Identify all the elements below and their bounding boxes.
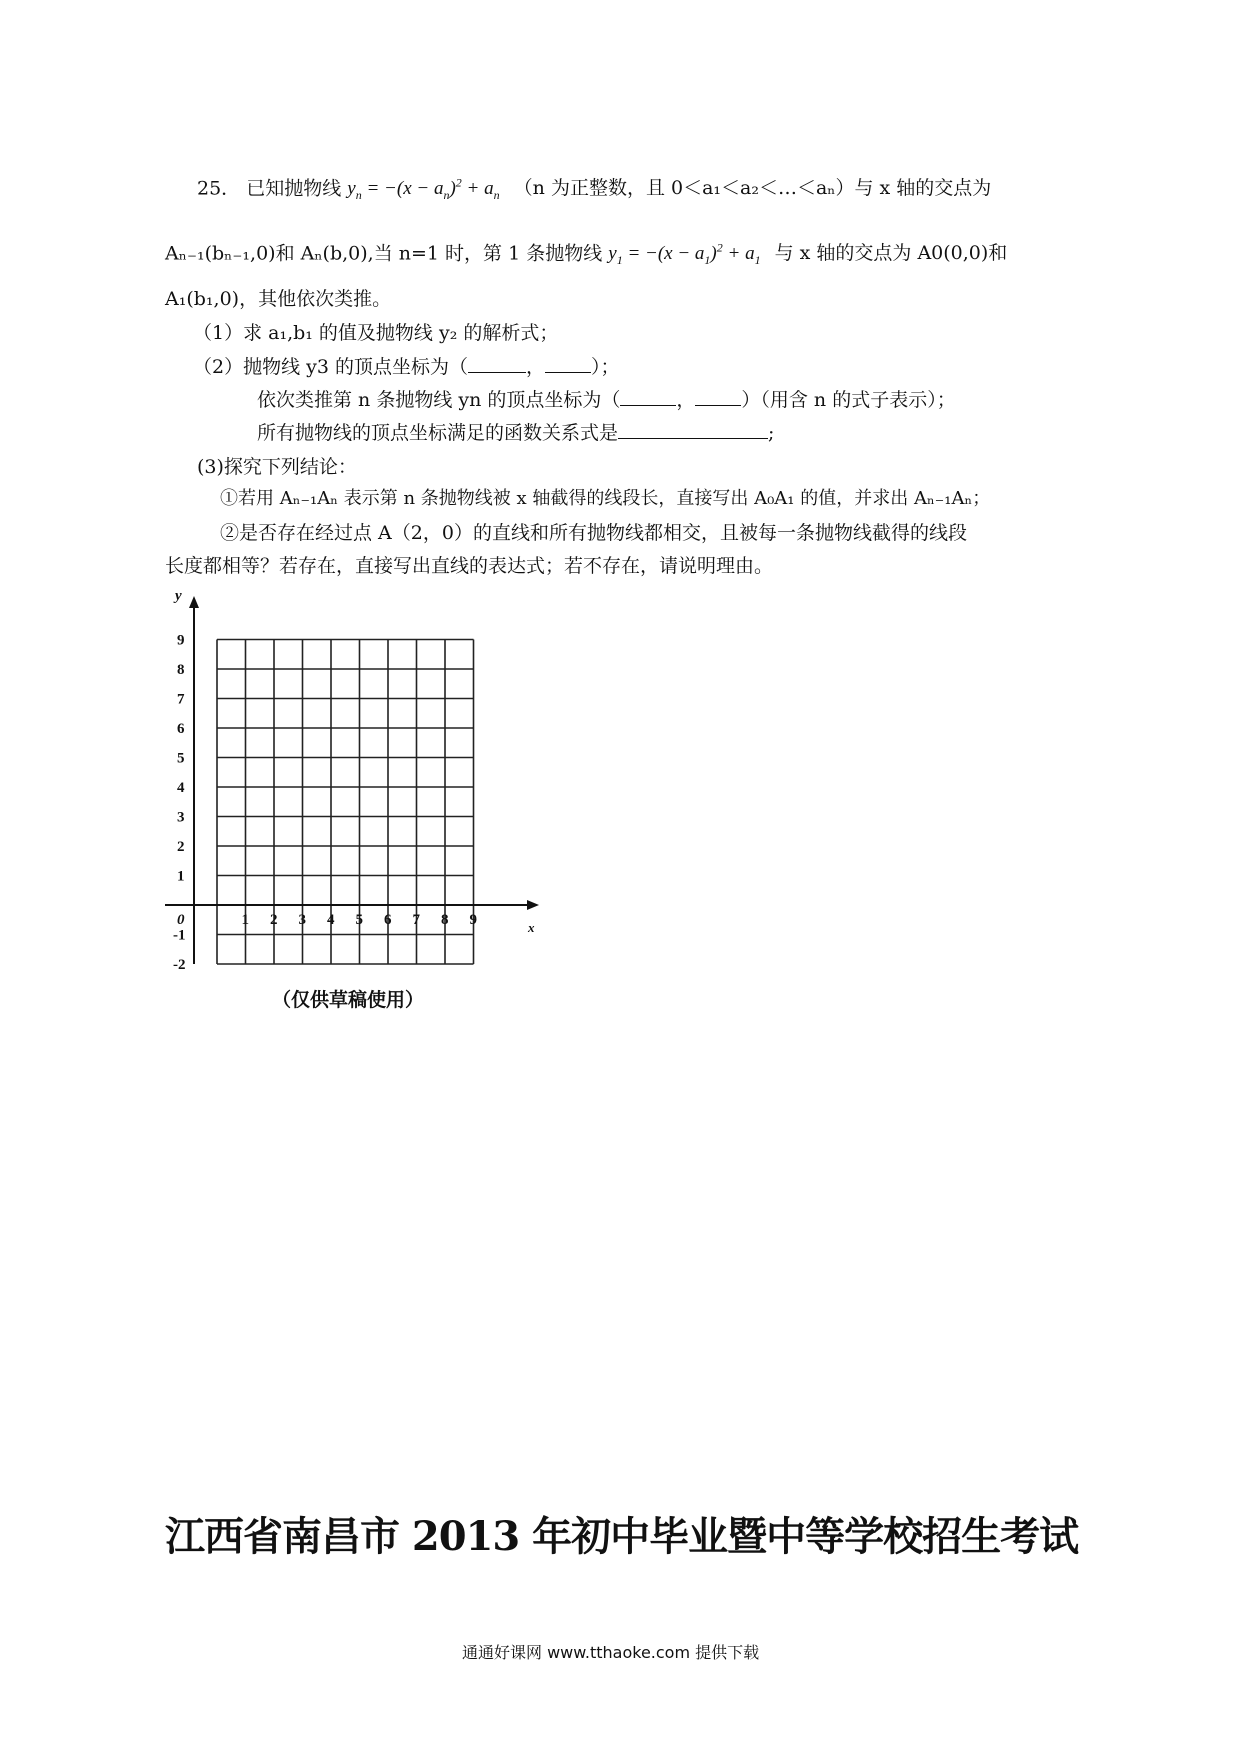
x-tick-label: 5 xyxy=(355,912,363,928)
x-tick-label: 4 xyxy=(327,912,335,928)
question-1: （1）求 a₁,b₁ 的值及抛物线 y₂ 的解析式； xyxy=(193,322,559,344)
question-3-part-2b: 长度都相等？若存在，直接写出直线的表达式；若不存在，请说明理由。 xyxy=(165,555,774,577)
answer-blank[interactable] xyxy=(618,420,768,439)
y-axis-arrow xyxy=(189,596,199,608)
x-tick-label: 6 xyxy=(384,912,392,928)
x-axis-arrow xyxy=(527,900,539,910)
footer-text: 通通好课网 www.tthaoke.com 提供下载 xyxy=(462,1643,760,1662)
grid-axes xyxy=(165,596,539,964)
x-tick-label: 8 xyxy=(441,912,449,928)
grid-caption: （仅供草稿使用） xyxy=(272,989,425,1011)
y-tick-label: 3 xyxy=(177,809,185,826)
question-3-part-2a: ②是否存在经过点 A（2，0）的直线和所有抛物线都相交，且被每一条抛物线截得的线段 xyxy=(220,522,967,544)
answer-blank[interactable] xyxy=(620,387,676,406)
question-2b: 依次类推第 n 条抛物线 yn 的顶点坐标为（ ， ）（用含 n 的式子表示）； xyxy=(257,389,956,411)
y-tick-label: -1 xyxy=(173,927,186,944)
y-tick-label: 1 xyxy=(177,868,185,885)
x-tick-label: 7 xyxy=(412,912,420,928)
y-tick-label: 7 xyxy=(177,691,185,708)
x-axis-label: x xyxy=(528,920,535,935)
problem-number: 25． xyxy=(197,177,241,200)
problem-condition: （n 为正整数，且 0＜a₁＜a₂＜…＜aₙ）与 x 轴的交点为 xyxy=(513,177,992,200)
y-tick-label: 4 xyxy=(177,780,185,796)
answer-blank[interactable] xyxy=(695,387,741,406)
problem-line-2: Aₙ₋₁(bₙ₋₁,0)和 Aₙ(b,0),当 n=1 时，第 1 条抛物线 $y_1 = -(x - a_1)^2 + a_1$ 与 x 轴的交点为 A0(0,0)和 xyxy=(165,241,1008,268)
problem-intro: 已知抛物线 xyxy=(246,177,342,200)
y-axis-label: y xyxy=(175,590,182,604)
y-tick-label: 5 xyxy=(177,750,185,767)
problem-line-1 xyxy=(197,170,991,208)
y-tick-label: 9 xyxy=(177,632,185,649)
x-tick-label: 2 xyxy=(270,912,278,928)
question-2: （2）抛物线 y3 的顶点坐标为（ ， ）； xyxy=(193,356,620,378)
answer-blank[interactable] xyxy=(545,354,591,373)
question-3-part-1: ①若用 Aₙ₋₁Aₙ 表示第 n 条抛物线被 x 轴截得的线段长，直接写出 A₀A₁ 的值，并求出 Aₙ₋₁Aₙ； xyxy=(220,488,991,509)
x-tick-label: 1 xyxy=(241,912,249,928)
question-3: (3)探究下列结论： xyxy=(197,456,357,478)
y-tick-label: 6 xyxy=(177,721,185,737)
x-tick-label: 3 xyxy=(298,912,306,928)
grid-labels xyxy=(173,590,535,970)
grid-lines xyxy=(217,640,474,965)
problem-line-3: A₁(b₁,0)，其他依次类推。 xyxy=(165,288,392,310)
y-tick-label: -2 xyxy=(173,957,186,970)
x-tick-label: 9 xyxy=(469,912,477,928)
y-tick-label: 2 xyxy=(177,839,185,855)
scratch-grid xyxy=(155,590,555,970)
answer-blank[interactable] xyxy=(468,354,526,373)
exam-title: 江西省南昌市 2013 年初中毕业暨中等学校招生考试 xyxy=(165,1513,1079,1560)
formula-y1: $y_1 = -(x - a_1)^2 + a_1$ xyxy=(608,241,761,268)
origin-label: 0 xyxy=(177,912,185,928)
formula-yn: $y_n = -(x - a_n)^2 + a_n$ xyxy=(347,176,500,203)
y-tick-label: 8 xyxy=(177,662,185,678)
question-2c: 所有抛物线的顶点坐标满足的函数关系式是 ; xyxy=(257,422,775,444)
